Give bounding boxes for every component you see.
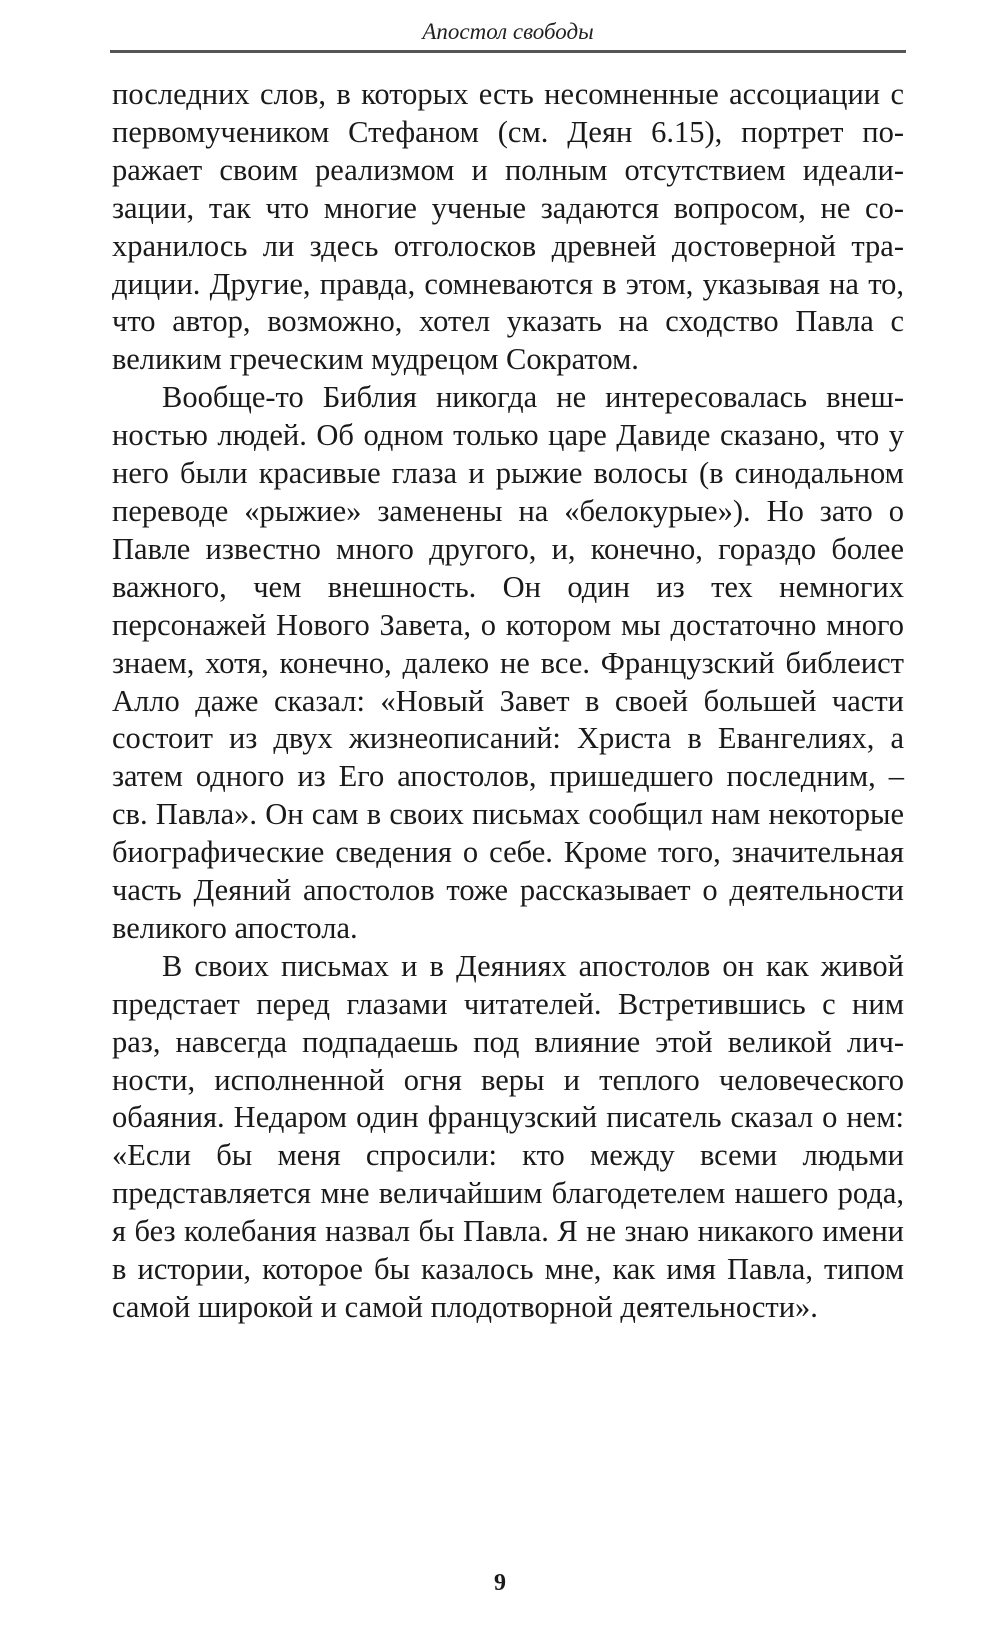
header-rule <box>110 50 906 53</box>
paragraph-2: Вообще-то Библия никогда не интересовалась внешностью людей. Об одном только царе Давиде сказано, что у него были красивые глаза и рыжие волосы (в синодальном переводе «рыжие» заменены на «белокурые»). Но зато о Павле известно много другого, и, конечно, гораздо более важного, чем внешность. Он один из тех немногих персонажей Нового Завета, о котором мы достаточно много знаем, хотя, конечно, далеко не все. Французский библеист Алло даже сказал: «Новый Завет в своей большей части состоит из двух жизнеописаний: Христа в Евангелиях, а затем одного из Его апостолов, пришедшего последним, – св. Павла». Он сам в своих письмах сообщил нам некоторые биографические сведения о себе. Кроме того, значительная часть Деяний апостолов тоже рассказывает о деятельности великого апостола. <box>112 380 904 945</box>
paragraph-1: последних слов, в которых есть несомненные ассоциации с первомучеником Стефаном (см. Деян 6.15), портрет поражает своим реализмом и полным отсутствием идеализации, так что многие ученые задаются вопросом, не сохранилось ли здесь отголосков древней достоверной традиции. Другие, правда, сомневаются в этом, указывая на то, что автор, возможно, хотел указать на сходство Павла с великим греческим мудрецом Сократом. <box>112 77 904 377</box>
running-head-title: Апостол свободы <box>422 19 594 44</box>
page-number: 9 <box>494 1570 506 1596</box>
paragraph-3: В своих письмах и в Деяниях апостолов он как живой предстает перед глазами читателей. Встретившись с ним раз, навсегда подпадаешь под влияние этой великой личности, исполненной огня веры и теплого человеческого обаяния. Недаром один французский писатель сказал о нем: «Если бы меня спросили: кто между всеми людьми представляется мне величайшим благодетелем нашего рода, я без колебания назвал бы Павла. Я не знаю никакого имени в истории, которое бы казалось мне, как имя Павла, типом самой широкой и самой плодотворной деятельности». <box>112 948 904 1324</box>
body-text <box>112 76 904 1327</box>
